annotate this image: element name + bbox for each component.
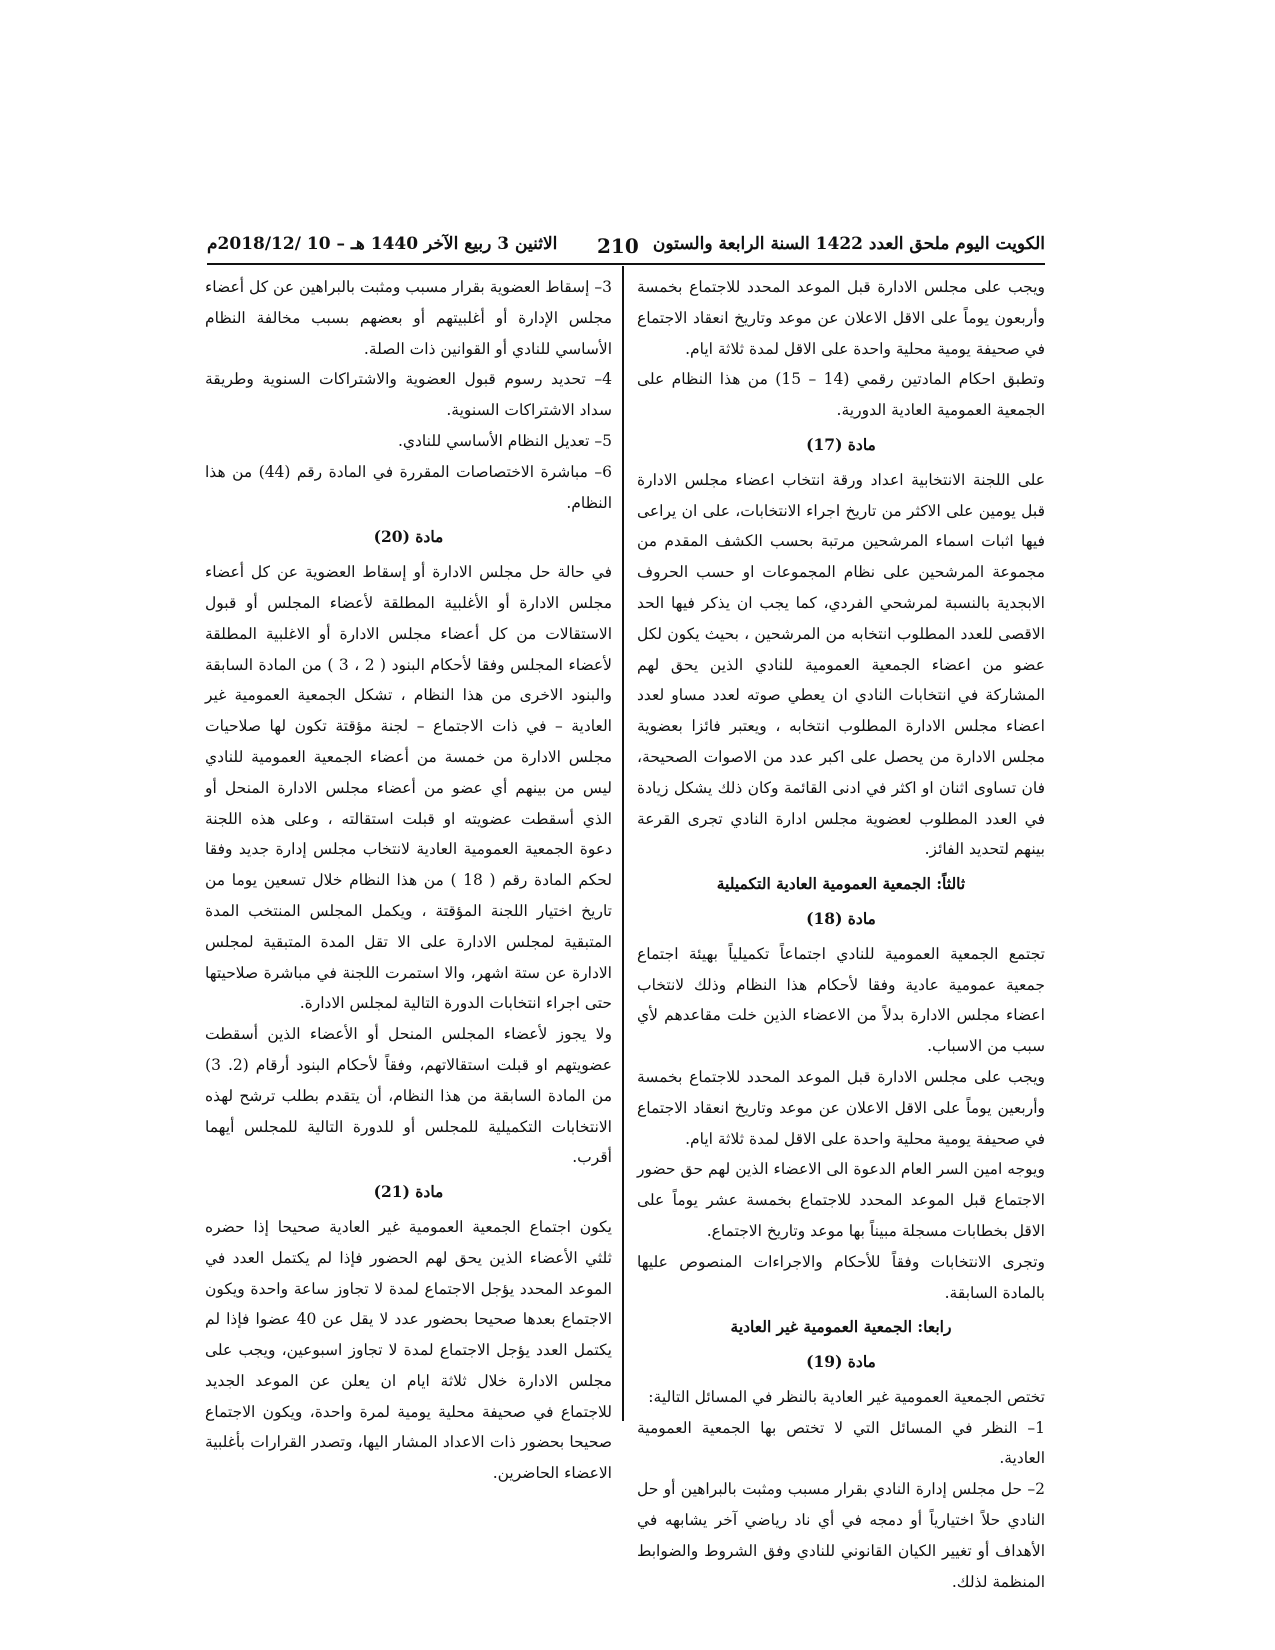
article-heading: مادة (18) bbox=[806, 908, 876, 928]
paragraph: يكون اجتماع الجمعية العمومية غير العادية صحيحا إذا حضره ثلثي الأعضاء الذين يحق لهم الحضور فإذا لم يكتمل العدد في الموعد المحدد يؤجل الاجتماع لمدة لا تجاوز ساعة واحدة ويكون الاجتماع بعدها صحيحا بحضور عدد لا يقل عن 40 عضوا فإذا لم يكتمل العدد يؤجل الاجتماع لمدة لا تجاوز اسبوعين، ويجب على مجلس الادارة خلال ثلاثة ايام ان يعلن عن الموعد الجديد للاجتماع في صحيفة محلية يومية لمرة واحدة، ويكون الاجتماع صحيحا بحضور ذات الاعداد المشار اليها، وتصدر القرارات بأغلبية الاعضاء الحاضرين. bbox=[205, 1217, 612, 1483]
paragraph: تجتمع الجمعية العمومية للنادي اجتماعاً تكميلياً بهيئة اجتماع جمعية عمومية عادية وفقا لأحكام هذا النظام وذلك لانتخاب اعضاء مجلس الادارة بدلاً من الاعضاء الذين خلت مقاعدهم لأي سبب من الاسباب. bbox=[637, 944, 1045, 1056]
paragraph: ويوجه امين السر العام الدعوة الى الاعضاء الذين لهم حق حضور الاجتماع قبل الموعد المحدد للاجتماع بخمسة عشر يوماً على الاقل بخطابات مسجلة مبيناً بها موعد وتاريخ الاجتماع. bbox=[637, 1160, 1045, 1240]
paragraph: في حالة حل مجلس الادارة أو إسقاط العضوية عن كل أعضاء مجلس الادارة أو الأغلبية المطلقة لأعضاء المجلس أو قبول الاستقالات من كل أعضاء مجلس الادارة أو الاغلبية المطلقة لأعضاء المجلس وفقا لأحكام البنود ( 2 ، 3 ) من المادة السابقة والبنود الاخرى من هذا النظام ، تشكل الجمعية العمومية غير العادية – في ذات الاجتماع – لجنة مؤقتة تكون لها صلاحيات مجلس الادارة من خمسة من أعضاء الجمعية العمومية للنادي ليس من بينهم أي عضو من أعضاء مجلس الادارة المنحل أو الذي أسقطت عضويته او قبلت استقالته ، وعلى هذه اللجنة دعوة الجمعية العمومية العادية لانتخاب مجلس إدارة جديد وفقا لحكم المادة رقم ( 18 ) من هذا النظام خلال تسعين يوما من تاريخ اختيار اللجنة المؤقتة ، ويكمل المجلس المنتخب المدة المتبقية لمجلس الادارة على الا تقل المدة المتبقية لمجلس الادارة عن ستة اشهر، والا استمرت اللجنة في مباشرة صلاحيتها حتى اجراء انتخابات الدورة التالية لمجلس الادارة. bbox=[205, 563, 612, 1013]
article-heading: رابعا: الجمعية العمومية غير العادية bbox=[730, 1317, 952, 1337]
issue-date: الاثنين 3 ربيع الآخر 1440 هـ – 10 /2018/12م bbox=[207, 234, 558, 254]
paragraph: ويجب على مجلس الادارة قبل الموعد المحدد للاجتماع بخمسة وأربعين يوماً على الاقل الاعلان عن موعد وتاريخ انعقاد الاجتماع في صحيفة يومية محلية واحدة على الاقل لمدة ثلاثة ايام. bbox=[637, 1067, 1045, 1148]
paragraph: 1– النظر في المسائل التي لا تختص بها الجمعية العمومية العادية. bbox=[637, 1418, 1045, 1468]
paragraph: 5– تعديل النظام الأساسي للنادي. bbox=[397, 431, 612, 450]
page-header bbox=[207, 232, 1045, 262]
paragraph: وتجرى الانتخابات وفقاً للأحكام والاجراءات المنصوص عليها بالمادة السابقة. bbox=[637, 1252, 1045, 1302]
article-heading: مادة (21) bbox=[373, 1182, 444, 1202]
paragraph: تختص الجمعية العمومية غير العادية بالنظر في المسائل التالية: bbox=[648, 1387, 1045, 1406]
paragraph: ولا يجوز لأعضاء المجلس المنحل أو الأعضاء الذين أسقطت عضويتهم او قبلت استقالاتهم، وفقاً لأحكام البنود أرقام (2. 3) من المادة السابقة من هذا النظام، أن يتقدم بطلب ترشح لهذه الانتخابات التكميلية للمجلس أو للدورة التالية للمجلس أيهما أقرب. bbox=[205, 1025, 612, 1167]
paragraph: وتطبق احكام المادتين رقمي (14 – 15) من هذا النظام على الجمعية العمومية العادية الدورية. bbox=[637, 370, 1045, 420]
paragraph: على اللجنة الانتخابية اعداد ورقة انتخاب اعضاء مجلس الادارة قبل يومين على الاكثر من تاريخ اجراء الانتخابات، على ان يراعى فيها اثبات اسماء المرشحين مرتبة بحسب الكشف المقدم من مجموعة المرشحين على نظام المجموعات او حسب الحروف الابجدية بالنسبة لمرشحي الفردي، كما يجب ان يذكر فيها الحد الاقصى للعدد المطلوب انتخابه من المرشحين ، بحيث يكون لكل عضو من اعضاء الجمعية العمومية للنادي الذين يحق لهم المشاركة في انتخابات النادي ان يعطي صوته لعدد مساو لعدد اعضاء مجلس الادارة المطلوب انتخابه ، ويعتبر فائزا بعضوية مجلس الادارة من يحصل على اكبر عدد من الاصوات الصحيحة، فان تساوى اثنان او اكثر في ادنى القائمة وكان ذلك يشكل زيادة في العدد المطلوب لعضوية مجلس ادارة النادي تجرى القرعة بينهم لتحديد الفائز. bbox=[637, 470, 1045, 859]
article-heading: ثالثاً: الجمعية العمومية العادية التكميلية bbox=[716, 874, 966, 894]
paragraph: 2– حل مجلس إدارة النادي بقرار مسبب ومثبت بالبراهين أو حل النادي حلاً اختيارياً أو دمجه في أي ناد رياضي آخر يشابهه في الأهداف أو تغيير الكيان القانوني للنادي وفق الشروط والضوابط المنظمة لذلك. bbox=[637, 1480, 1045, 1591]
right-column bbox=[637, 272, 1045, 1597]
column-divider bbox=[622, 266, 624, 1421]
article-heading: مادة (19) bbox=[806, 1352, 876, 1372]
left-column bbox=[205, 272, 612, 1489]
paragraph: 3– إسقاط العضوية بقرار مسبب ومثبت بالبراهين عن كل أعضاء مجلس الإدارة أو أغلبيتهم أو بعضهم بسبب مخالفة النظام الأساسي للنادي أو القوانين ذات الصلة. bbox=[205, 278, 612, 358]
article-heading: مادة (20) bbox=[373, 527, 444, 547]
page-number: 210 bbox=[597, 234, 639, 258]
gazette-title: الكويت اليوم ملحق العدد 1422 السنة الرابعة والستون bbox=[652, 234, 1045, 254]
paragraph: ويجب على مجلس الادارة قبل الموعد المحدد للاجتماع بخمسة وأربعون يوماً على الاقل الاعلان عن موعد وتاريخ انعقاد الاجتماع في صحيفة يومية محلية واحدة على الاقل لمدة ثلاثة ايام. bbox=[637, 278, 1045, 358]
paragraph: 6– مباشرة الاختصاصات المقررة في المادة رقم (44) من هذا النظام. bbox=[205, 462, 612, 512]
header-rule bbox=[207, 263, 1045, 265]
article-heading: مادة (17) bbox=[806, 434, 876, 454]
paragraph: 4– تحديد رسوم قبول العضوية والاشتراكات السنوية وطريقة سداد الاشتراكات السنوية. bbox=[205, 370, 612, 420]
